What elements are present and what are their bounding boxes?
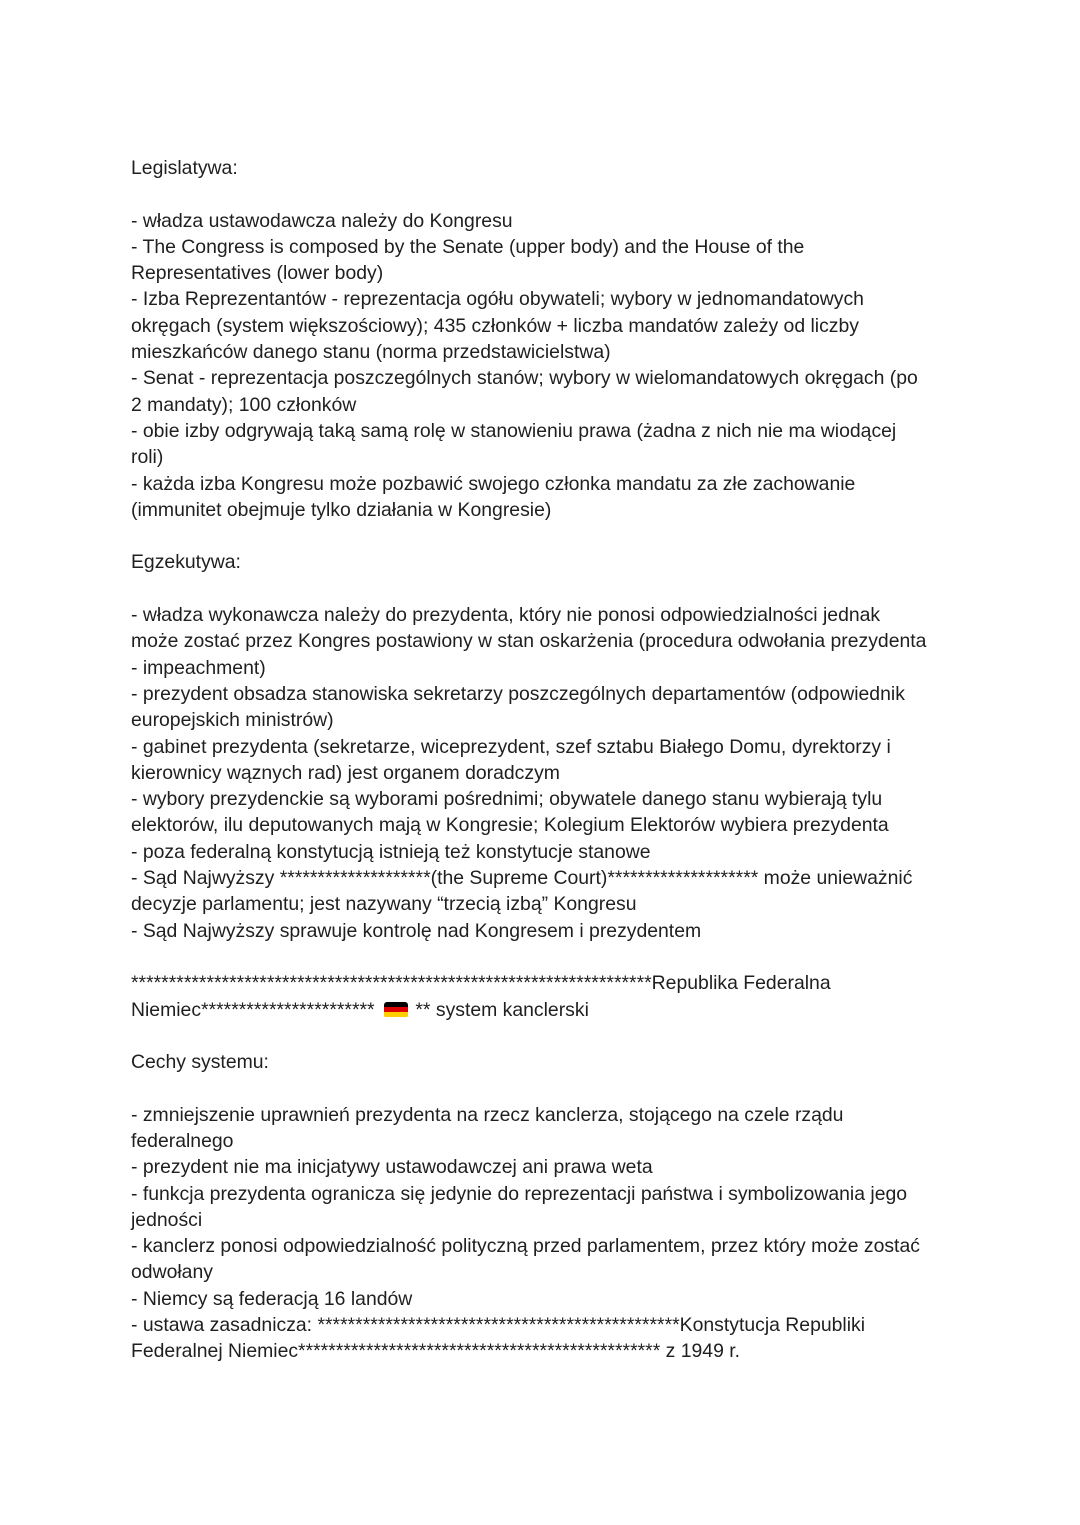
text-line: - prezydent nie ma inicjatywy ustawodawczej ani prawa weta xyxy=(131,1156,653,1179)
text-line: - obie izby odgrywają taką samą rolę w stanowieniu prawa (żadna z nich nie ma wiodącej xyxy=(131,419,897,442)
text-line: - władza ustawodawcza należy do Kongresu xyxy=(131,209,513,232)
text-line: Federalnej Niemiec************************************************ z 1949 r. xyxy=(131,1340,741,1363)
text-line: jedności xyxy=(131,1208,203,1231)
section-title-germany-continued xyxy=(131,997,961,1023)
text-line: Representatives (lower body) xyxy=(131,262,384,285)
text-line: może zostać przez Kongres postawiony w stan oskarżenia (procedura odwołania prezydenta xyxy=(131,630,927,653)
document-body xyxy=(131,155,961,1365)
text-line: elektorów, ilu deputowanych mają w Kongresie; Kolegium Elektorów wybiera prezydenta xyxy=(131,814,889,837)
blank-line xyxy=(131,576,961,602)
text-line: - władza wykonawcza należy do prezydenta, który nie ponosi odpowiedzialności jednak xyxy=(131,604,881,627)
text-line: - Sąd Najwyższy sprawuje kontrolę nad Kongresem i prezydentem xyxy=(131,919,702,942)
text-line: roli) xyxy=(131,446,164,469)
text-line: - impeachment) xyxy=(131,656,266,679)
blank-line xyxy=(131,1075,961,1101)
text-line: (immunitet obejmuje tylko działania w Kongresie) xyxy=(131,498,552,521)
text-line: - wybory prezydenckie są wyborami pośrednimi; obywatele danego stanu wybierają tylu xyxy=(131,788,883,811)
section-heading-egzekutywa: Egzekutywa: xyxy=(131,551,241,574)
text-line: - Senat - reprezentacja poszczególnych stanów; wybory w wielomandatowych okręgach (po xyxy=(131,367,918,390)
text-line: - prezydent obsadza stanowiska sekretarzy poszczególnych departamentów (odpowiednik xyxy=(131,682,905,705)
section-heading-legislatywa: Legislatywa: xyxy=(131,157,238,179)
text-line: 2 mandaty); 100 członków xyxy=(131,393,357,416)
text-line: odwołany xyxy=(131,1261,213,1284)
blank-line xyxy=(131,1023,961,1049)
text-line: - kanclerz ponosi odpowiedzialność polityczną przed parlamentem, przez który może zostać xyxy=(131,1235,920,1258)
title-fragment: ** system kanclerski xyxy=(415,998,589,1021)
text-line: - poza federalną konstytucją istnieją też konstytucje stanowe xyxy=(131,840,651,863)
text-line: - gabinet prezydenta (sekretarze, wiceprezydent, szef sztabu Białego Domu, dyrektorzy i xyxy=(131,735,891,758)
text-line: - Izba Reprezentantów - reprezentacja ogółu obywateli; wybory w jednomandatowych xyxy=(131,288,864,311)
text-line: kierownicy wąznych rad) jest organem doradczym xyxy=(131,761,560,784)
text-line: - ustawa zasadnicza: ************************************************Konstytucja Republiki xyxy=(131,1314,866,1337)
text-line: - funkcja prezydenta ogranicza się jedynie do reprezentacji państwa i symbolizowania jego xyxy=(131,1182,908,1205)
text-line: okręgach (system większościowy); 435 członków + liczba mandatów zależy od liczby xyxy=(131,314,859,337)
blank-line xyxy=(131,523,961,549)
section-title-germany: *********************************************************************Republika Federalna xyxy=(131,972,831,995)
text-line: europejskich ministrów) xyxy=(131,709,334,732)
germany-flag-icon xyxy=(384,1002,408,1018)
text-line: - The Congress is composed by the Senate (upper body) and the House of the xyxy=(131,235,805,258)
text-line: - każda izba Kongresu może pozbawić swojego członka mandatu za złe zachowanie xyxy=(131,472,856,495)
text-line: decyzje parlamentu; jest nazywany “trzecią izbą” Kongresu xyxy=(131,893,637,916)
blank-line xyxy=(131,944,961,970)
section-heading-cechy-systemu: Cechy systemu: xyxy=(131,1051,269,1074)
blank-line xyxy=(131,181,961,207)
text-line: - Sąd Najwyższy ********************(the Supreme Court)******************** może unieważnić xyxy=(131,867,913,890)
title-fragment: Niemiec*********************** xyxy=(131,998,375,1021)
text-line: federalnego xyxy=(131,1129,234,1152)
text-line: - Niemcy są federacją 16 landów xyxy=(131,1287,413,1310)
text-line: mieszkańców danego stanu (norma przedstawicielstwa) xyxy=(131,341,611,364)
text-line: - zmniejszenie uprawnień prezydenta na rzecz kanclerza, stojącego na czele rządu xyxy=(131,1103,844,1126)
